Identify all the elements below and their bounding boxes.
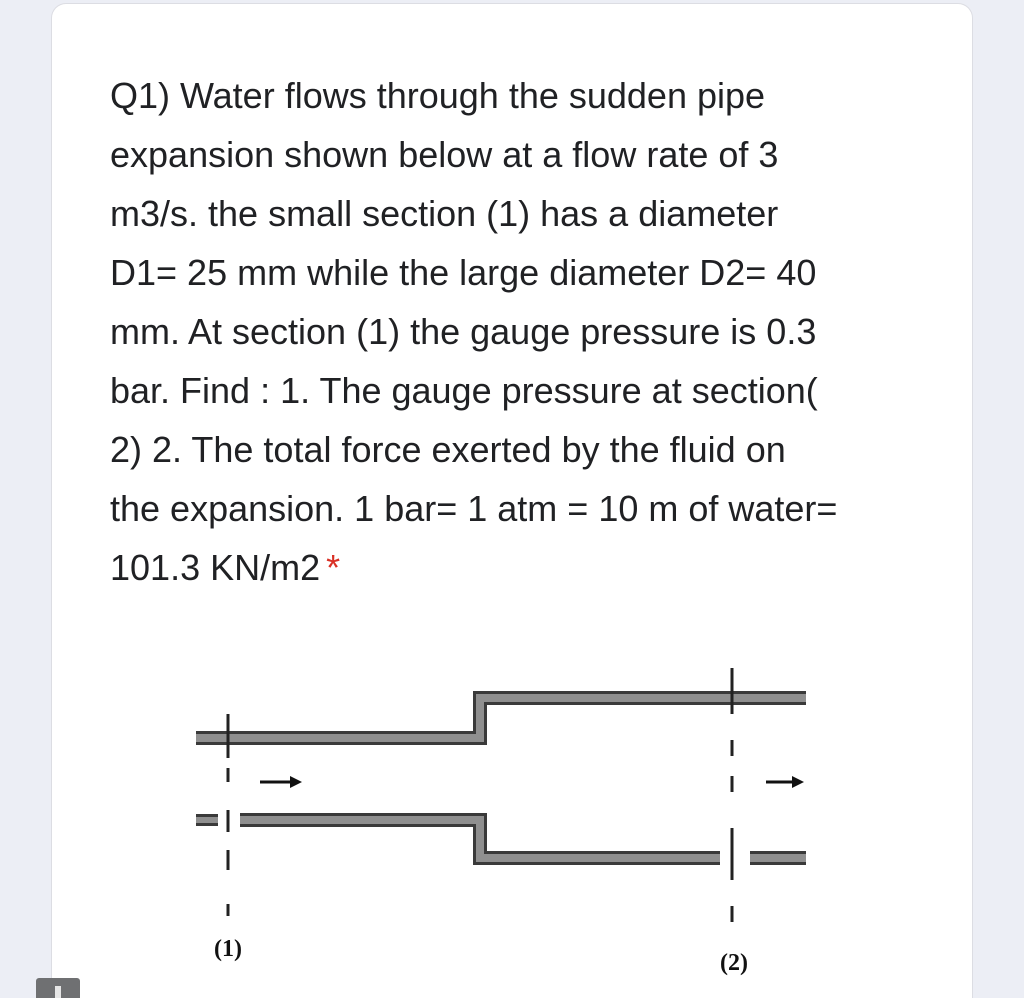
question-line-last: [110, 538, 910, 597]
help-tab-icon[interactable]: [36, 978, 80, 998]
question-line: m3/s. the small section (1) has a diameter: [110, 193, 779, 234]
question-line: expansion shown below at a flow rate of 3: [110, 134, 779, 175]
section-2-label: (2): [720, 950, 748, 976]
required-asterisk: *: [326, 547, 341, 588]
question-line: 101.3 KN/m2: [110, 547, 321, 588]
pipe-expansion-diagram: [170, 660, 830, 998]
lower-pipe-wall: [196, 820, 806, 858]
question-line: D1= 25 mm while the large diameter D2= 40: [110, 252, 817, 293]
upper-pipe-wall: [196, 698, 806, 738]
question-text: [110, 66, 910, 597]
question-line: Q1) Water flows through the sudden pipe: [110, 75, 766, 116]
question-line: mm. At section (1) the gauge pressure is 0.3: [110, 311, 817, 352]
section-1-label: (1): [214, 936, 242, 962]
right-arrow-icon: [766, 776, 804, 788]
right-arrow-icon: [260, 776, 302, 788]
question-line: 2) 2. The total force exerted by the fluid on: [110, 429, 786, 470]
question-line: bar. Find : 1. The gauge pressure at section(: [110, 370, 818, 411]
pipe-expansion-figure: [170, 660, 830, 998]
question-line: the expansion. 1 bar= 1 atm = 10 m of water=: [110, 488, 838, 529]
